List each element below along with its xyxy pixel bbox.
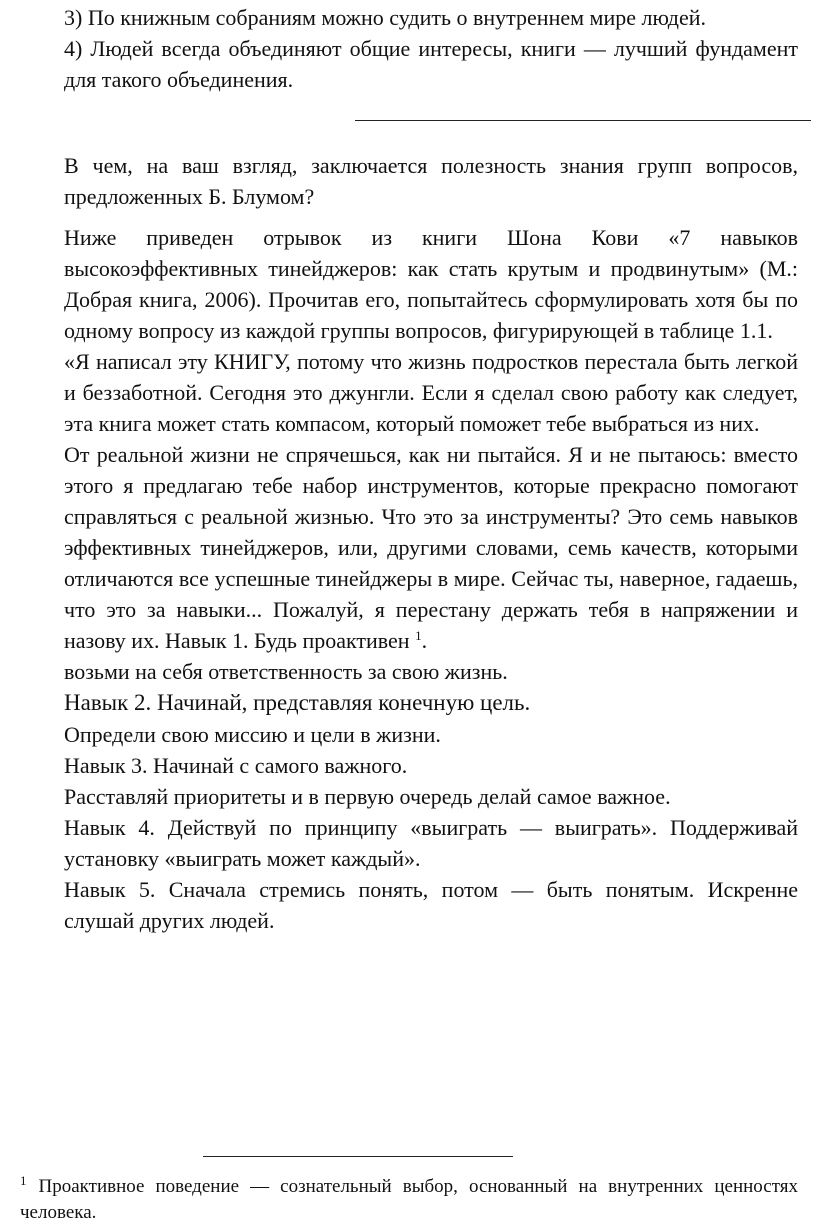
list-item-3: 3) По книжным собраниям можно судить о внутреннем мире людей. — [64, 5, 707, 30]
section-divider — [355, 120, 811, 121]
skill-2-detail: Определи свою миссию и цели в жизни. — [64, 722, 441, 747]
skill-5-paragraph: Навык 5. Сначала стремись понять, потом — быть понятым. Искренне слушай других людей. — [64, 877, 798, 933]
skill-1-detail: возьми на себя ответственность за свою жизнь. — [64, 659, 508, 684]
skill-3-detail: Расставляй приоритеты и в первую очередь делай самое важное. — [64, 784, 671, 809]
top-list — [64, 2, 798, 95]
list-item-4: 4) Людей всегда объединяют общие интересы, книги — лучший фундамент для такого объединения. — [64, 36, 798, 92]
skill-3-heading: Навык 3. Начинай с самого важного. — [64, 753, 408, 778]
question-text: В чем, на ваш взгляд, заключается полезность знания групп вопросов, предложенных Б. Блумом? — [64, 153, 798, 209]
footnote-mark: 1 — [20, 1173, 27, 1188]
quote-paragraph-2-text: От реальной жизни не спрячешься, как ни пытайся. Я и не пытаюсь: вместо этого я предлагаю тебе набор инструментов, которые прекрасно помогают справляться с реальной жизнью. Что это за инструменты? Это семь навыков эффективных тинейджеров, или, другими словами, семь качеств, которыми отличаются все успешные тинейджеры в мире. Сейчас ты, наверное, гадаешь, что это за навыки... Пожалуй, я перестану держать тебя в напряжении и назову их. Навык 1. Будь проактивен — [64, 442, 798, 653]
footnote-divider — [203, 1156, 513, 1157]
intro-paragraph: Ниже приведен отрывок из книги Шона Кови «7 навыков высокоэффективных тинейджеров: как стать крутым и продвинутым» (М.: Добрая книга, 2006). Прочитав его, попытайтесь сформулировать хотя бы по одному вопросу из каждой группы вопросов, фигурирующей в таблице 1.1. — [64, 225, 798, 343]
excerpt-block — [64, 222, 798, 936]
footnote-text: Проактивное поведение — сознательный выбор, основанный на внутренних ценностях человека. — [20, 1176, 798, 1223]
quote-paragraph-2 — [64, 439, 798, 656]
footnote — [20, 1174, 798, 1226]
quote-paragraph-2-tail: . — [421, 628, 428, 653]
question-paragraph — [64, 150, 798, 212]
footnote-reference: 1 — [415, 628, 422, 643]
quote-paragraph-1: «Я написал эту КНИГУ, потому что жизнь подростков перестала быть легкой и беззаботной. Сегодня это джунгли. Если я сделал свою работу как следует, эта книга может стать компасом, который поможет тебе выбраться из них. — [64, 349, 798, 436]
skill-2-heading: Навык 2. Начинай, представляя конечную цель. — [64, 690, 531, 715]
skill-4-paragraph: Навык 4. Действуй по принципу «выиграть — выиграть». Поддерживай установку «выиграть может каждый». — [64, 815, 798, 871]
